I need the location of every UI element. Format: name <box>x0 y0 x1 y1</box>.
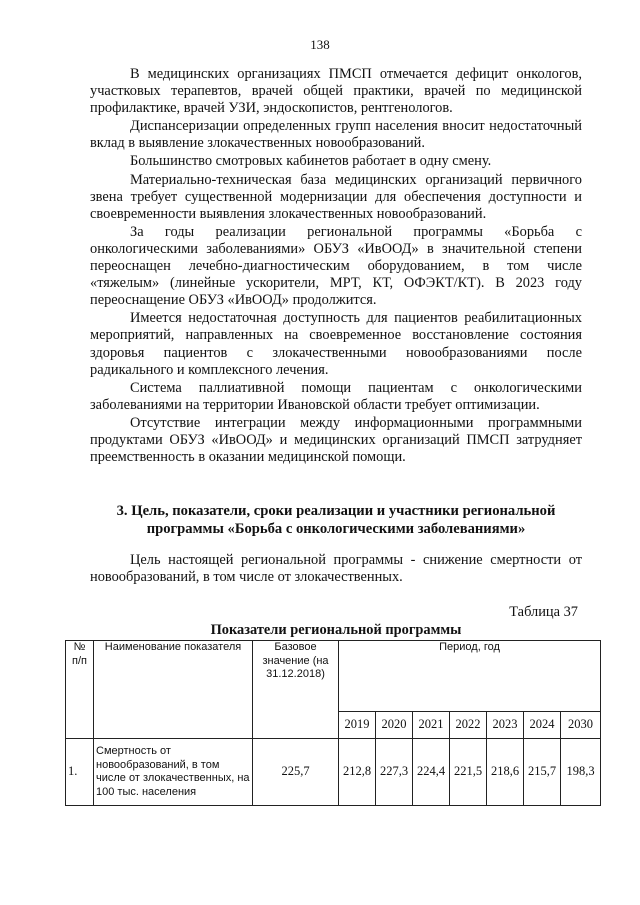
year-cell: 2020 <box>376 712 413 739</box>
paragraph: Имеется недостаточная доступность для пациентов реабилитационных мероприятий, направленных на своевременное восстановление состояния здоровья пациентов с злокачественными новообразованиями после радикального и комплексного лечения. <box>90 310 582 378</box>
section-heading: 3. Цель, показатели, сроки реализации и участники региональной программы «Борьба с онкологическими заболеваниями» <box>116 503 556 537</box>
paragraph: Отсутствие интеграции между информационными программными продуктами ОБУЗ «ИвООД» и медицинских организаций ПМСП затрудняет преемственность в оказании медицинской помощи. <box>90 414 582 466</box>
row-number: 1. <box>66 739 94 806</box>
year-cell: 2022 <box>450 712 487 739</box>
table-row <box>66 739 601 806</box>
row-value: 218,6 <box>487 739 524 806</box>
page-number: 138 <box>310 37 330 52</box>
year-cell: 2030 <box>561 712 601 739</box>
header-period: Период, год <box>339 641 601 712</box>
header-base: Базовое значение (на 31.12.2018) <box>253 641 339 739</box>
paragraph: В медицинских организациях ПМСП отмечается дефицит онкологов, участковых терапевтов, врачей общей практики, врачей по медицинской профилактике, врачей УЗИ, эндоскопистов, рентгенологов. <box>90 66 582 117</box>
row-value: 224,4 <box>413 739 450 806</box>
row-base-value: 225,7 <box>253 739 339 806</box>
table-title: Показатели региональной программы <box>210 622 462 638</box>
paragraph: За годы реализации региональной программы «Борьба с онкологическими заболеваниями» ОБУЗ «ИвООД» в значительной степени переоснащен лечебно-диагностическим оборудованием, в том числе «тяжелым» (линейные ускорители, МРТ, КТ, ОФЭКТ/КТ). В 2023 году переоснащение ОБУЗ «ИвООД» продолжится. <box>90 223 582 309</box>
row-value: 215,7 <box>524 739 561 806</box>
paragraph: Большинство смотровых кабинетов работает в одну смену. <box>130 153 492 170</box>
paragraph: Материально-техническая база медицинских организаций первичного звена требует существенной модернизации для обеспечения доступности и своевременности выявления злокачественных новообразований. <box>90 171 582 222</box>
row-value: 212,8 <box>339 739 376 806</box>
year-cell: 2024 <box>524 712 561 739</box>
row-indicator-name: Смертность от новообразований, в том числе от злокачественных, на 100 тыс. населения <box>94 739 253 806</box>
goal-paragraph: Цель настоящей региональной программы - снижение смертности от новообразований, в том числе от злокачественных. <box>90 552 582 586</box>
table-label: Таблица 37 <box>509 604 578 620</box>
goal-text <box>90 552 582 586</box>
year-cell: 2019 <box>339 712 376 739</box>
header-number: № п/п <box>66 641 94 739</box>
header-name: Наименование показателя <box>94 641 253 739</box>
row-value: 221,5 <box>450 739 487 806</box>
table-header-row <box>66 641 601 712</box>
row-value: 198,3 <box>561 739 601 806</box>
year-cell: 2023 <box>487 712 524 739</box>
paragraph: Система паллиативной помощи пациентам с онкологическими заболеваниями на территории Ивановской области требует оптимизации. <box>90 379 582 413</box>
paragraph: Диспансеризации определенных групп населения вносит недостаточный вклад в выявление злокачественных новообразований. <box>90 118 582 152</box>
row-value: 227,3 <box>376 739 413 806</box>
indicators-table <box>65 640 601 806</box>
year-cell: 2021 <box>413 712 450 739</box>
body-text <box>90 66 582 467</box>
